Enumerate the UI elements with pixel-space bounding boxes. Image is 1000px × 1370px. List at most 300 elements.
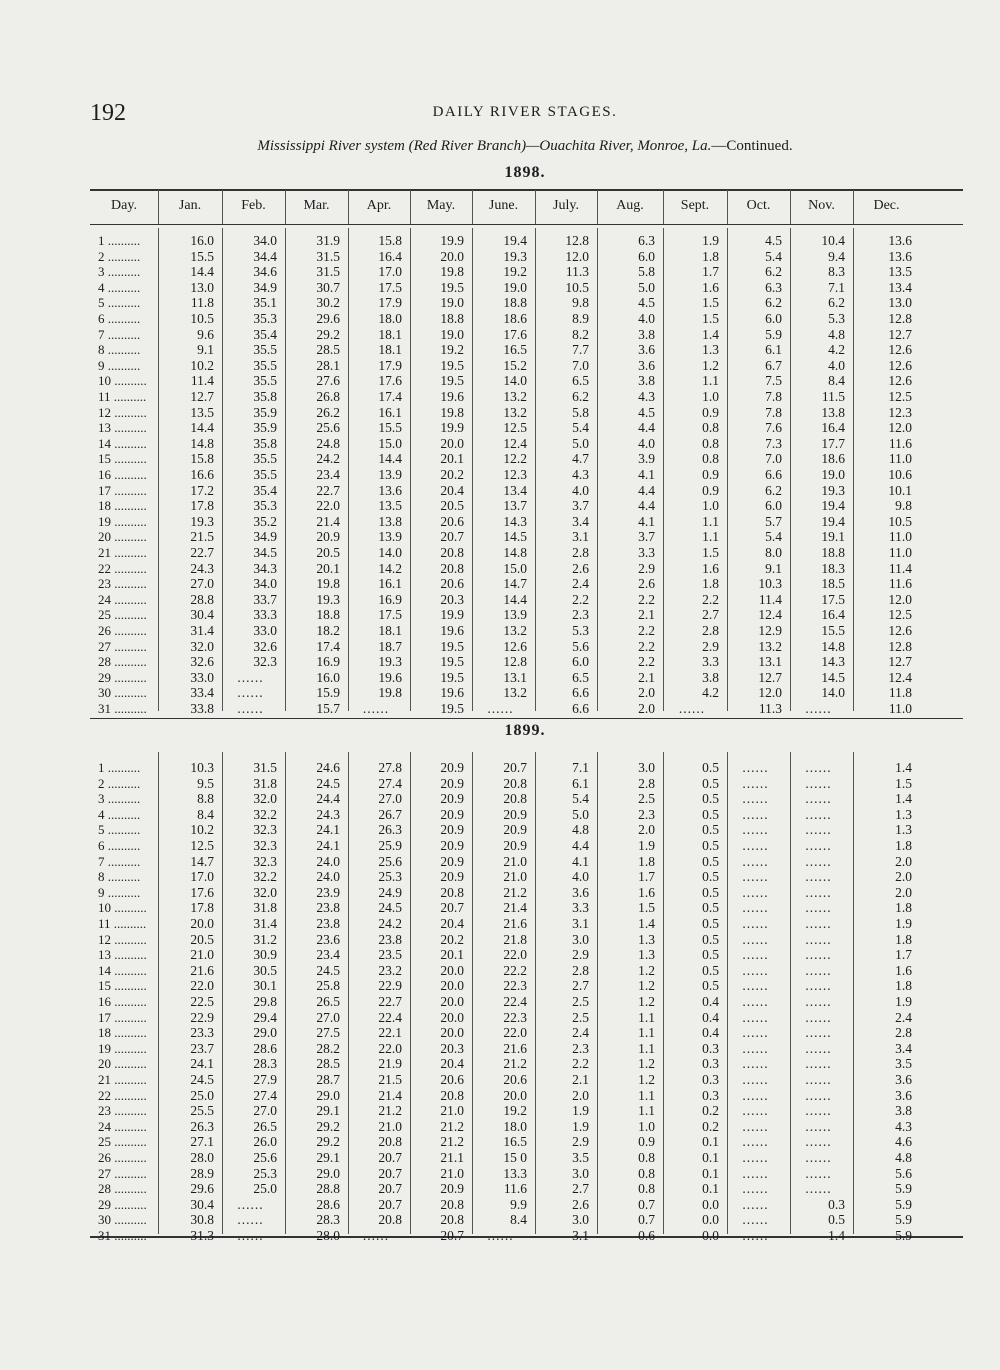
stage-cell-1898-apr: 15.5	[378, 420, 402, 436]
stage-cell-1898-jun: 12.5	[503, 420, 527, 436]
column-divider	[535, 190, 536, 224]
stage-cell-1898-oct: 6.6	[765, 467, 782, 482]
stage-cell-1899-nov: ......	[805, 1118, 832, 1134]
stage-cell-1899-jun: 22.3	[503, 1009, 527, 1025]
stage-cell-1898-jun: 14.7	[503, 576, 527, 592]
stage-cell-1899-nov: ......	[805, 1072, 832, 1087]
stage-cell-1898-nov: 18.8	[821, 545, 845, 560]
stage-cell-1898-feb: 35.9	[253, 404, 277, 420]
stage-cell-1898-aug: 2.0	[638, 701, 655, 716]
stage-cell-1898-nov: 10.4	[821, 233, 845, 248]
stage-cell-1898-may: 20.3	[440, 591, 464, 607]
stage-cell-1898-mar: 29.6	[316, 311, 340, 326]
stage-cell-1899-nov: ......	[805, 1150, 832, 1165]
stage-cell-1899-oct: ......	[742, 775, 769, 791]
stage-cell-1898-jun: 15.0	[503, 560, 527, 576]
stage-cell-1898-aug: 4.5	[638, 295, 655, 311]
stage-cell-1899-dec: 2.0	[895, 853, 912, 869]
stage-cell-1899-sep: 0.5	[702, 900, 719, 916]
stage-cell-1898-apr: 15.0	[378, 435, 402, 451]
stage-cell-1898-jan: 11.4	[190, 373, 214, 389]
stage-cell-1898-oct: 5.7	[765, 513, 782, 529]
stage-cell-1898-nov: 15.5	[821, 623, 845, 638]
stage-cell-1898-nov: 14.5	[821, 669, 845, 685]
stage-cell-1899-jun: 19.2	[503, 1103, 527, 1119]
column-header-day: Day.	[111, 198, 137, 213]
day-label: 8 ..........	[98, 342, 141, 358]
stage-cell-1899-jan: 30.8	[190, 1212, 214, 1228]
stage-cell-1898-feb: ......	[237, 701, 264, 716]
stage-cell-1899-jan: 28.0	[190, 1150, 214, 1165]
stage-cell-1898-oct: 6.0	[765, 311, 782, 326]
stage-cell-1898-feb: 35.2	[253, 513, 277, 529]
stage-cell-1898-mar: 18.8	[316, 607, 340, 623]
stage-cell-1899-jan: 28.9	[190, 1165, 214, 1181]
stage-cell-1899-jan: 25.5	[190, 1103, 214, 1119]
stage-cell-1899-jun: 21.2	[503, 884, 527, 900]
stage-cell-1899-feb: 31.8	[253, 775, 277, 791]
stage-cell-1898-jun: 12.3	[503, 467, 527, 482]
stage-cell-1898-aug: 2.2	[638, 654, 655, 670]
stage-cell-1898-aug: 3.8	[638, 373, 655, 389]
stage-cell-1899-jul: 3.3	[572, 900, 589, 916]
stage-cell-1898-jul: 6.0	[572, 654, 589, 670]
mid-rule	[90, 718, 963, 719]
stage-cell-1898-nov: 19.3	[821, 482, 845, 498]
stage-cell-1898-jul: 5.8	[572, 404, 589, 420]
stage-cell-1899-oct: ......	[742, 1228, 769, 1243]
stage-cell-1899-nov: ......	[805, 775, 832, 791]
stage-cell-1899-apr: 20.7	[378, 1150, 402, 1165]
day-label: 21 ..........	[98, 545, 147, 560]
stage-cell-1898-jun: 16.5	[503, 342, 527, 358]
stage-cell-1898-mar: 28.5	[316, 342, 340, 358]
stage-cell-1899-nov: ......	[805, 947, 832, 963]
day-label: 18 ..........	[98, 1025, 147, 1041]
table-subtitle	[90, 138, 960, 155]
stage-cell-1899-nov: ......	[805, 884, 832, 900]
stage-cell-1899-feb: 30.5	[253, 962, 277, 978]
stage-cell-1898-aug: 3.3	[638, 545, 655, 560]
stage-cell-1899-may: 20.9	[440, 775, 464, 791]
day-label: 23 ..........	[98, 1103, 147, 1119]
stage-cell-1899-jul: 2.0	[572, 1087, 589, 1103]
stage-cell-1899-oct: ......	[742, 838, 769, 853]
stage-cell-1898-sep: 3.3	[702, 654, 719, 670]
column-divider	[410, 190, 411, 224]
day-label: 27 ..........	[98, 638, 147, 654]
stage-cell-1898-dec: 12.0	[888, 420, 912, 436]
stage-cell-1899-aug: 1.2	[638, 962, 655, 978]
day-label: 30 ..........	[98, 1212, 147, 1228]
stage-cell-1899-aug: 0.6	[638, 1228, 655, 1243]
stage-cell-1898-feb: 32.3	[253, 654, 277, 670]
stage-cell-1899-feb: 31.4	[253, 916, 277, 931]
stage-cell-1899-jun: 21.8	[503, 931, 527, 947]
stage-cell-1899-aug: 1.1	[638, 1040, 655, 1056]
stage-cell-1899-mar: 24.5	[316, 962, 340, 978]
stage-cell-1898-may: 19.2	[440, 342, 464, 358]
stage-cell-1899-jan: 31.3	[190, 1228, 214, 1243]
stage-cell-1899-mar: 28.8	[316, 1181, 340, 1197]
stage-cell-1898-aug: 4.4	[638, 420, 655, 436]
stage-cell-1899-jun: 18.0	[503, 1118, 527, 1134]
stage-cell-1898-oct: 12.0	[758, 685, 782, 701]
stage-cell-1899-dec: 2.0	[895, 869, 912, 885]
stage-cell-1899-aug: 1.2	[638, 978, 655, 994]
stage-cell-1899-dec: 2.4	[895, 1009, 912, 1025]
stage-cell-1899-nov: ......	[805, 916, 832, 931]
stage-cell-1899-apr: 27.4	[378, 775, 402, 791]
stage-cell-1898-sep: 1.9	[702, 233, 719, 248]
column-divider	[597, 752, 598, 1234]
stage-cell-1899-jul: 2.7	[572, 1181, 589, 1197]
year-1899-heading: 1899.	[504, 722, 546, 739]
stage-cell-1898-jun: 19.3	[503, 248, 527, 264]
stage-cell-1898-jun: 14.8	[503, 545, 527, 560]
stage-cell-1899-feb: ......	[237, 1212, 264, 1228]
stage-cell-1898-may: 19.9	[440, 607, 464, 623]
stage-cell-1898-mar: 20.5	[316, 545, 340, 560]
stage-cell-1899-aug: 2.0	[638, 822, 655, 838]
stage-cell-1899-sep: 0.0	[702, 1228, 719, 1243]
stage-cell-1899-feb: 32.3	[253, 853, 277, 869]
stage-cell-1898-jun: 13.1	[503, 669, 527, 685]
stage-cell-1899-nov: ......	[805, 1040, 832, 1056]
stage-cell-1899-jul: 2.4	[572, 1025, 589, 1041]
stage-cell-1899-aug: 1.1	[638, 1025, 655, 1041]
day-label: 15 ..........	[98, 451, 147, 467]
stage-cell-1899-sep: 0.1	[702, 1150, 719, 1165]
stage-cell-1899-jul: 2.9	[572, 947, 589, 963]
stage-cell-1899-jul: 4.0	[572, 869, 589, 885]
stage-cell-1899-feb: 31.8	[253, 900, 277, 916]
stage-cell-1899-jul: 3.0	[572, 1212, 589, 1228]
stage-cell-1898-apr: 18.1	[378, 342, 402, 358]
stage-cell-1898-may: 19.8	[440, 404, 464, 420]
stage-cell-1899-aug: 1.3	[638, 947, 655, 963]
column-divider	[727, 752, 728, 1234]
stage-cell-1898-apr: 13.9	[378, 529, 402, 545]
stage-cell-1899-mar: 27.5	[316, 1025, 340, 1041]
column-header-feb: Feb.	[241, 198, 266, 213]
stage-cell-1899-oct: ......	[742, 884, 769, 900]
stage-cell-1899-jun: 20.0	[503, 1087, 527, 1103]
stage-cell-1899-jan: 10.2	[190, 822, 214, 838]
stage-cell-1898-sep: 1.5	[702, 545, 719, 560]
stage-cell-1899-dec: 4.8	[895, 1150, 912, 1165]
stage-cell-1899-sep: 0.5	[702, 884, 719, 900]
stage-cell-1898-aug: 4.1	[638, 513, 655, 529]
stage-cell-1899-sep: 0.0	[702, 1196, 719, 1212]
stage-cell-1899-oct: ......	[742, 853, 769, 869]
stage-cell-1899-feb: 27.9	[253, 1072, 277, 1087]
stage-cell-1899-dec: 1.3	[895, 806, 912, 822]
column-divider	[348, 228, 349, 711]
stage-cell-1899-jul: 2.8	[572, 962, 589, 978]
stage-cell-1899-jun: 22.4	[503, 994, 527, 1009]
stage-cell-1898-dec: 12.0	[888, 591, 912, 607]
stage-cell-1898-feb: 34.0	[253, 233, 277, 248]
stage-cell-1898-may: 20.8	[440, 545, 464, 560]
stage-cell-1898-aug: 4.0	[638, 435, 655, 451]
stage-cell-1899-oct: ......	[742, 1212, 769, 1228]
stage-cell-1899-jul: 3.1	[572, 1228, 589, 1243]
stage-cell-1899-jan: 22.5	[190, 994, 214, 1009]
stage-cell-1898-aug: 2.1	[638, 669, 655, 685]
stage-cell-1898-sep: 2.8	[702, 623, 719, 638]
column-header-aug: Aug.	[616, 198, 644, 213]
column-divider	[472, 752, 473, 1234]
stage-cell-1899-jan: 21.0	[190, 947, 214, 963]
stage-cell-1899-jun: 11.6	[503, 1181, 527, 1197]
stage-cell-1898-dec: 11.0	[888, 451, 912, 467]
stage-cell-1899-jul: 3.0	[572, 931, 589, 947]
stage-cell-1899-may: 20.3	[440, 1040, 464, 1056]
stage-cell-1898-mar: 23.4	[316, 467, 340, 482]
stage-cell-1899-may: 20.9	[440, 760, 464, 775]
day-label: 21 ..........	[98, 1072, 147, 1087]
stage-cell-1899-nov: ......	[805, 978, 832, 994]
stage-cell-1898-dec: 12.4	[888, 669, 912, 685]
stage-cell-1898-mar: 28.1	[316, 357, 340, 373]
column-divider	[853, 190, 854, 224]
stage-cell-1899-aug: 0.8	[638, 1181, 655, 1197]
stage-cell-1899-mar: 24.1	[316, 822, 340, 838]
stage-cell-1898-apr: 17.5	[378, 279, 402, 295]
stage-cell-1898-aug: 2.9	[638, 560, 655, 576]
stage-cell-1899-dec: 1.8	[895, 931, 912, 947]
stage-cell-1899-aug: 1.5	[638, 900, 655, 916]
stage-cell-1898-jul: 6.5	[572, 669, 589, 685]
stage-cell-1899-mar: 26.5	[316, 994, 340, 1009]
stage-cell-1898-apr: 16.1	[378, 576, 402, 592]
day-label: 18 ..........	[98, 498, 147, 514]
stage-cell-1898-jul: 3.7	[572, 498, 589, 514]
stage-cell-1899-jun: 8.4	[510, 1212, 527, 1228]
stage-cell-1898-nov: 14.0	[821, 685, 845, 701]
stage-cell-1898-apr: 17.9	[378, 295, 402, 311]
stage-cell-1898-feb: 34.0	[253, 576, 277, 592]
stage-cell-1899-oct: ......	[742, 1118, 769, 1134]
stage-cell-1898-oct: 7.8	[765, 404, 782, 420]
stage-cell-1898-dec: 11.0	[888, 529, 912, 545]
stage-cell-1898-dec: 13.6	[888, 233, 912, 248]
day-label: 19 ..........	[98, 513, 147, 529]
stage-cell-1898-jul: 5.0	[572, 435, 589, 451]
stage-cell-1899-jul: 5.4	[572, 791, 589, 807]
stage-cell-1899-jan: 17.0	[190, 869, 214, 885]
stage-cell-1899-may: 20.9	[440, 838, 464, 853]
stage-cell-1899-aug: 2.5	[638, 791, 655, 807]
stage-cell-1898-dec: 12.6	[888, 623, 912, 638]
stage-cell-1898-may: 19.0	[440, 295, 464, 311]
column-divider	[853, 228, 854, 711]
stage-cell-1898-mar: 15.9	[316, 685, 340, 701]
stage-cell-1898-jul: 2.6	[572, 560, 589, 576]
column-divider	[348, 190, 349, 224]
stage-cell-1898-oct: 6.2	[765, 264, 782, 280]
stage-cell-1898-jul: 2.2	[572, 591, 589, 607]
day-label: 11 ..........	[98, 389, 147, 404]
stage-cell-1898-mar: 30.7	[316, 279, 340, 295]
stage-cell-1898-oct: 7.8	[765, 389, 782, 404]
stage-cell-1899-nov: ......	[805, 1009, 832, 1025]
stage-cell-1898-sep: 1.5	[702, 311, 719, 326]
stage-cell-1898-jul: 11.3	[565, 264, 589, 280]
stage-cell-1898-jan: 33.8	[190, 701, 214, 716]
stage-cell-1898-jun: 12.4	[503, 435, 527, 451]
stage-cell-1898-jan: 14.8	[190, 435, 214, 451]
stage-cell-1898-feb: 35.5	[253, 451, 277, 467]
stage-cell-1899-sep: 0.5	[702, 962, 719, 978]
stage-cell-1898-feb: 34.5	[253, 545, 277, 560]
stage-cell-1898-apr: 16.1	[378, 404, 402, 420]
stage-cell-1898-dec: 13.6	[888, 248, 912, 264]
stage-cell-1898-sep: 2.2	[702, 591, 719, 607]
stage-cell-1898-may: 20.0	[440, 248, 464, 264]
stage-cell-1898-jun: 19.0	[503, 279, 527, 295]
stage-cell-1899-oct: ......	[742, 869, 769, 885]
stage-cell-1899-mar: 23.6	[316, 931, 340, 947]
stage-cell-1898-apr: 14.2	[378, 560, 402, 576]
stage-cell-1899-mar: 24.3	[316, 806, 340, 822]
stage-cell-1899-jul: 2.3	[572, 1040, 589, 1056]
stage-cell-1899-oct: ......	[742, 1040, 769, 1056]
stage-cell-1899-jun: 9.9	[510, 1196, 527, 1212]
stage-cell-1899-feb: 32.2	[253, 806, 277, 822]
stage-cell-1898-feb: 35.5	[253, 467, 277, 482]
stage-cell-1898-nov: 4.2	[828, 342, 845, 358]
day-label: 25 ..........	[98, 1134, 147, 1150]
stage-cell-1899-jul: 3.0	[572, 1165, 589, 1181]
stage-cell-1898-sep: 3.8	[702, 669, 719, 685]
stage-cell-1898-dec: 11.6	[888, 435, 912, 451]
stage-cell-1899-sep: 0.3	[702, 1040, 719, 1056]
stage-cell-1899-may: 20.9	[440, 822, 464, 838]
stage-cell-1898-mar: 30.2	[316, 295, 340, 311]
stage-cell-1899-apr: 24.9	[378, 884, 402, 900]
stage-cell-1899-apr: 23.8	[378, 931, 402, 947]
stage-cell-1898-oct: 11.4	[758, 591, 782, 607]
stage-cell-1899-apr: 25.3	[378, 869, 402, 885]
stage-cell-1898-aug: 3.8	[638, 326, 655, 342]
stage-cell-1898-apr: 19.6	[378, 669, 402, 685]
stage-cell-1898-nov: 19.0	[821, 467, 845, 482]
stage-cell-1899-jul: 3.5	[572, 1150, 589, 1165]
stage-cell-1899-jul: 2.1	[572, 1072, 589, 1087]
stage-cell-1898-jun: 18.8	[503, 295, 527, 311]
stage-cell-1898-may: 19.5	[440, 701, 464, 716]
day-label: 16 ..........	[98, 994, 147, 1009]
stage-cell-1899-oct: ......	[742, 1196, 769, 1212]
column-divider	[472, 190, 473, 224]
stage-cell-1898-feb: 35.5	[253, 357, 277, 373]
stage-cell-1899-aug: 0.8	[638, 1165, 655, 1181]
column-divider	[790, 228, 791, 711]
stage-cell-1899-dec: 1.4	[895, 791, 912, 807]
stage-cell-1898-apr: 18.7	[378, 638, 402, 654]
stage-cell-1899-apr: 20.7	[378, 1181, 402, 1197]
stage-cell-1898-mar: 27.6	[316, 373, 340, 389]
stage-cell-1899-apr: 20.7	[378, 1196, 402, 1212]
stage-cell-1899-sep: 0.5	[702, 978, 719, 994]
stage-cell-1898-nov: 6.2	[828, 295, 845, 311]
stage-cell-1898-dec: 10.1	[888, 482, 912, 498]
stage-cell-1898-jun: 13.2	[503, 389, 527, 404]
stage-cell-1899-feb: 27.0	[253, 1103, 277, 1119]
stage-cell-1899-feb: 30.1	[253, 978, 277, 994]
stage-cell-1899-jul: 7.1	[572, 760, 589, 775]
stage-cell-1899-mar: 27.0	[316, 1009, 340, 1025]
stage-cell-1899-jun: ......	[487, 1228, 514, 1243]
stage-cell-1899-sep: 0.0	[702, 1212, 719, 1228]
column-divider	[410, 228, 411, 711]
column-divider	[158, 190, 159, 224]
stage-cell-1899-may: 20.9	[440, 806, 464, 822]
stage-cell-1898-jan: 14.4	[190, 420, 214, 436]
stage-cell-1898-jul: 4.7	[572, 451, 589, 467]
stage-cell-1899-apr: 23.5	[378, 947, 402, 963]
stage-cell-1899-feb: 26.0	[253, 1134, 277, 1150]
stage-cell-1898-may: 20.7	[440, 529, 464, 545]
stage-cell-1899-jul: 2.7	[572, 978, 589, 994]
stage-cell-1898-mar: 31.9	[316, 233, 340, 248]
stage-cell-1898-sep: 0.9	[702, 404, 719, 420]
stage-cell-1899-apr: 20.8	[378, 1212, 402, 1228]
stage-cell-1898-oct: 13.1	[758, 654, 782, 670]
stage-cell-1898-jun: 12.2	[503, 451, 527, 467]
stage-cell-1899-dec: 3.5	[895, 1056, 912, 1072]
stage-cell-1898-apr: 13.5	[378, 498, 402, 514]
stage-cell-1898-apr: 19.3	[378, 654, 402, 670]
stage-cell-1899-dec: 1.7	[895, 947, 912, 963]
stage-cell-1898-feb: 34.3	[253, 560, 277, 576]
stage-cell-1899-feb: 31.5	[253, 760, 277, 775]
stage-cell-1899-mar: 28.3	[316, 1212, 340, 1228]
column-divider	[535, 752, 536, 1234]
stage-cell-1898-may: 19.6	[440, 623, 464, 638]
stage-cell-1899-apr: 26.3	[378, 822, 402, 838]
day-label: 10 ..........	[98, 373, 147, 389]
column-header-dec: Dec.	[873, 198, 900, 213]
stage-cell-1898-may: 19.6	[440, 685, 464, 701]
stage-cell-1899-jun: 20.9	[503, 822, 527, 838]
stage-cell-1898-jan: 24.3	[190, 560, 214, 576]
stage-cell-1898-oct: 10.3	[758, 576, 782, 592]
stage-cell-1899-jan: 30.4	[190, 1196, 214, 1212]
stage-cell-1899-jun: 15 0	[503, 1150, 527, 1165]
stage-cell-1898-mar: 26.2	[316, 404, 340, 420]
stage-cell-1898-jan: 16.0	[190, 233, 214, 248]
page-number: 192	[90, 100, 126, 126]
stage-cell-1898-dec: 12.7	[888, 654, 912, 670]
stage-cell-1899-may: 20.9	[440, 869, 464, 885]
stage-cell-1899-aug: 0.9	[638, 1134, 655, 1150]
stage-cell-1899-jul: 1.9	[572, 1103, 589, 1119]
stage-cell-1898-mar: 31.5	[316, 248, 340, 264]
stage-cell-1899-sep: 0.5	[702, 947, 719, 963]
stage-cell-1899-jun: 21.6	[503, 916, 527, 931]
stage-cell-1898-dec: 11.0	[888, 545, 912, 560]
stage-cell-1899-dec: 4.6	[895, 1134, 912, 1150]
stage-cell-1898-jun: 13.2	[503, 685, 527, 701]
stage-cell-1899-aug: 3.0	[638, 760, 655, 775]
stage-cell-1898-sep: 0.8	[702, 451, 719, 467]
stage-cell-1898-oct: 12.7	[758, 669, 782, 685]
stage-cell-1899-may: 20.9	[440, 791, 464, 807]
stage-cell-1899-nov: ......	[805, 931, 832, 947]
